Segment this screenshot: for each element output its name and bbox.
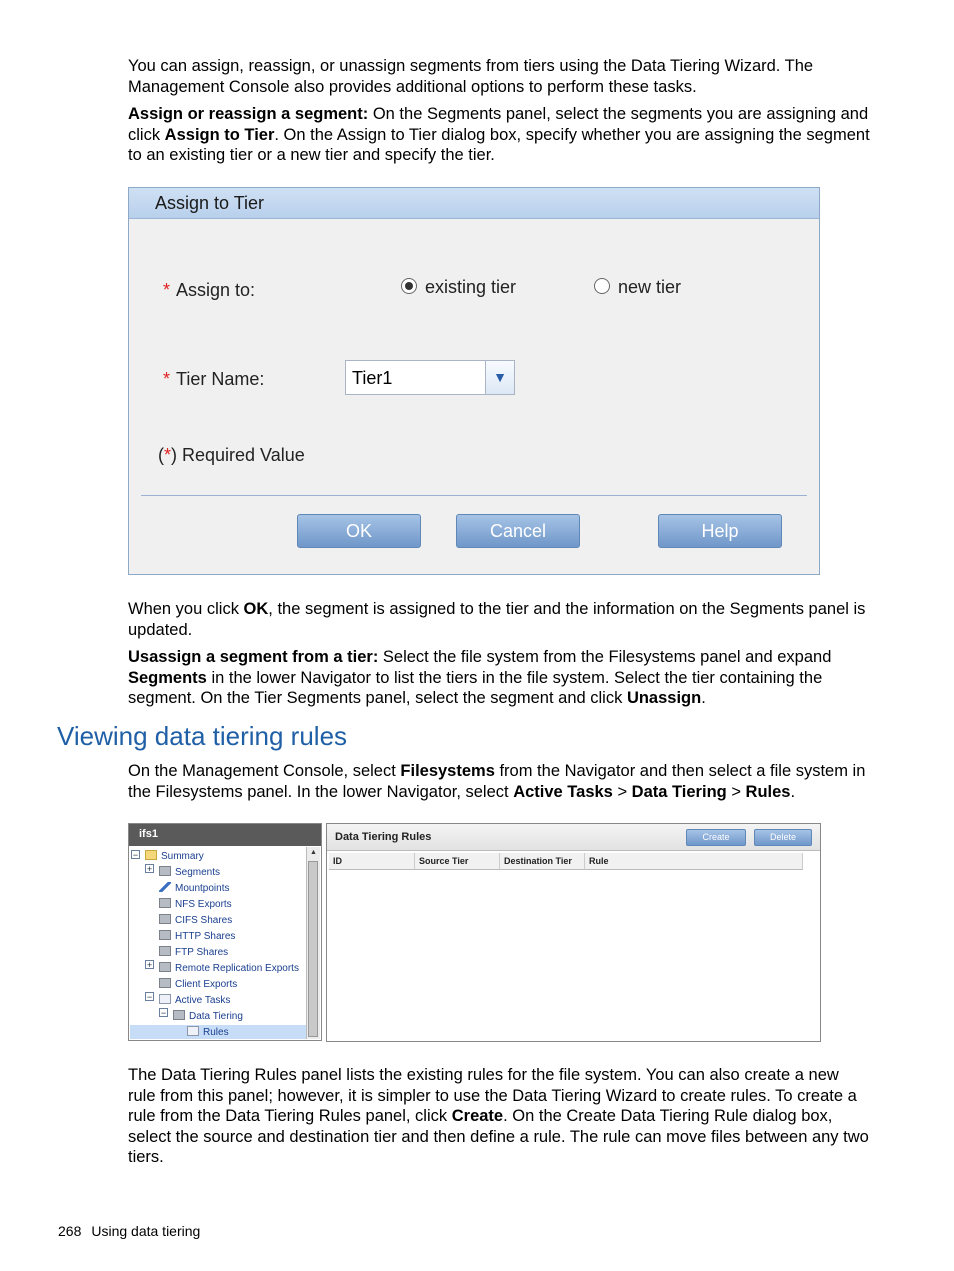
lower-navigator — [128, 823, 322, 1041]
unassign-paragraph: Usassign a segment from a tier: Select the file system from the Filesystems panel and expand Segments in the lower Navigator to list the tiers in the file system. Select the tier containing the segment. On the Tier Segments panel, select the segment and click Unassign. — [128, 648, 832, 707]
chevron-down-icon[interactable]: ▼ — [485, 361, 514, 394]
section-heading: Viewing data tiering rules — [57, 721, 348, 751]
radio-unselected-icon — [594, 278, 610, 294]
data-tiering-rules-panel — [326, 823, 821, 1042]
tasks-icon — [159, 994, 171, 1004]
section-paragraph: On the Management Console, select Filesystems from the Navigator and then select a file system in the Filesystems panel. In the lower Navigator, select Active Tasks > Data Tiering > Rules. — [128, 762, 866, 801]
nav-item-ftp-shares[interactable]: FTP Shares — [159, 946, 228, 958]
server-icon — [159, 914, 171, 924]
navigator-header: ifs1 — [129, 824, 321, 846]
tier-name-select[interactable] — [345, 360, 515, 395]
tier-name-row — [163, 369, 264, 390]
radio-selected-icon — [401, 278, 417, 294]
rules-panel-header — [327, 824, 820, 851]
help-button[interactable]: Help — [658, 514, 782, 548]
column-header-rule[interactable]: Rule — [585, 853, 803, 870]
assign-to-label: Assign to: — [176, 280, 256, 300]
nav-item-remote-replication[interactable]: Remote Replication Exports — [159, 962, 299, 974]
nav-item-client-exports[interactable]: Client Exports — [159, 978, 237, 990]
expand-icon[interactable]: + — [146, 960, 153, 970]
database-icon — [173, 1010, 185, 1020]
dialog-divider — [141, 495, 807, 496]
create-button[interactable]: Create — [686, 829, 746, 846]
nav-item-cifs-shares[interactable]: CIFS Shares — [159, 914, 232, 926]
assign-to-row — [163, 280, 255, 301]
nav-item-http-shares[interactable]: HTTP Shares — [159, 930, 235, 942]
collapse-icon[interactable]: − — [160, 1008, 167, 1018]
closing-paragraph: The Data Tiering Rules panel lists the existing rules for the file system. You can also create a new rule from this panel; however, it is simpler to use the Data Tiering Wizard to create rules. To create a rule from the Data Tiering Rules panel, click Create. On the Create Data Tiering Rule dialog box, select the source and destination tier and then define a rule. The rule can move files between any two tiers. — [128, 1066, 869, 1166]
new-tier-label: new tier — [618, 277, 682, 297]
tier-name-value: Tier1 — [352, 368, 393, 388]
assign-paragraph: Assign or reassign a segment: On the Segments panel, select the segments you are assigning and click Assign to Tier. On the Assign to Tier dialog box, specify whether you are assigning the segment to an existing tier or a new tier and specify the tier. — [128, 105, 870, 164]
segments-icon — [159, 866, 171, 876]
nav-item-summary[interactable]: Summary — [145, 850, 204, 862]
nav-item-mountpoints[interactable]: Mountpoints — [159, 882, 229, 894]
delete-button[interactable]: Delete — [754, 829, 812, 846]
server-icon — [159, 898, 171, 908]
tier-name-label: Tier Name: — [176, 369, 265, 389]
navigator-scrollbar[interactable] — [306, 847, 320, 1039]
rules-icon — [187, 1026, 199, 1036]
collapse-icon[interactable]: − — [132, 850, 139, 860]
column-header-source-tier[interactable]: Source Tier — [415, 853, 500, 870]
scroll-thumb[interactable] — [308, 861, 318, 1037]
nav-item-active-tasks[interactable]: Active Tasks — [159, 994, 230, 1006]
existing-tier-label: existing tier — [425, 277, 517, 297]
intro-paragraph: You can assign, reassign, or unassign segments from tiers using the Data Tiering Wizard. The Management Console also provides additional options to perform these tasks. — [128, 57, 814, 96]
nav-item-nfs-exports[interactable]: NFS Exports — [159, 898, 232, 910]
new-tier-radio[interactable] — [594, 277, 681, 298]
nav-item-segments[interactable]: Segments — [159, 866, 220, 878]
server-icon — [159, 930, 171, 940]
rules-panel-title: Data Tiering Rules — [335, 831, 432, 843]
nav-item-rules[interactable]: Rules — [187, 1026, 229, 1038]
required-note: (*) Required Value — [158, 445, 305, 465]
ok-button[interactable]: OK — [297, 514, 421, 548]
server-icon — [159, 946, 171, 956]
assign-to-tier-dialog — [128, 187, 820, 575]
chapter-title: Using data tiering — [91, 1223, 201, 1239]
ok-result-paragraph: When you click OK, the segment is assigned to the tier and the information on the Segments panel is updated. — [128, 600, 866, 639]
page-footer — [58, 1223, 210, 1239]
mountpoint-icon — [159, 882, 171, 892]
server-icon — [159, 978, 171, 988]
page-number: 268 — [58, 1223, 82, 1239]
nav-item-data-tiering[interactable]: Data Tiering — [173, 1010, 243, 1022]
folder-icon — [145, 850, 157, 860]
dialog-title: Assign to Tier — [129, 188, 819, 219]
cancel-button[interactable]: Cancel — [456, 514, 580, 548]
expand-icon[interactable]: + — [146, 864, 153, 874]
existing-tier-radio[interactable] — [401, 277, 516, 298]
required-marker: * — [163, 369, 171, 389]
server-icon — [159, 962, 171, 972]
collapse-icon[interactable]: − — [146, 992, 153, 1002]
required-marker: * — [163, 280, 171, 300]
column-header-id[interactable]: ID — [329, 853, 415, 870]
column-header-destination-tier[interactable]: Destination Tier — [500, 853, 585, 870]
scroll-up-icon[interactable]: ▲ — [310, 849, 317, 856]
